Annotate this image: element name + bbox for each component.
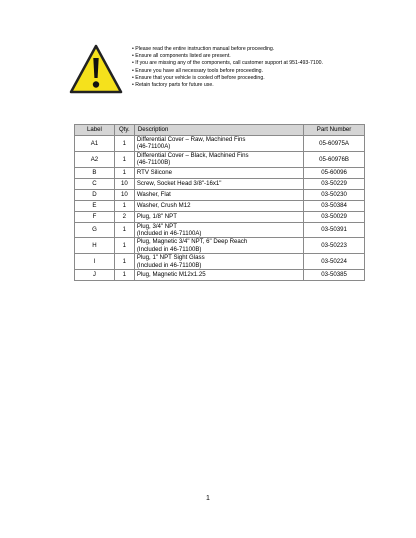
table-row — [75, 189, 365, 200]
table-row — [75, 178, 365, 189]
cell-description — [134, 222, 303, 238]
description-line: Differential Cover – Raw, Machined Fins — [136, 136, 246, 143]
description-line: Screw, Socket Head 3/8"-16x1" — [136, 179, 222, 187]
cell-label: J — [75, 270, 115, 281]
cell-part-number: 03-50391 — [304, 222, 365, 238]
page-number: 1 — [206, 495, 210, 502]
cell-qty: 1 — [114, 222, 134, 238]
table-row — [75, 151, 365, 167]
cell-description — [134, 167, 303, 178]
cell-qty: 1 — [114, 270, 134, 281]
header-qty: Qty. — [114, 125, 134, 136]
table-row — [75, 200, 365, 211]
description-line: RTV Silicone — [136, 168, 172, 176]
cell-qty: 10 — [114, 189, 134, 200]
note-item: • Ensure that your vehicle is cooled off before proceeding. — [132, 74, 265, 81]
cell-label: A2 — [75, 151, 115, 167]
note-item: • Ensure all components listed are present. — [132, 53, 231, 60]
cell-description — [134, 200, 303, 211]
cell-qty: 1 — [114, 254, 134, 270]
instruction-notes — [132, 46, 402, 89]
cell-qty: 1 — [114, 238, 134, 254]
table-row — [75, 136, 365, 152]
cell-label: A1 — [75, 136, 115, 152]
cell-description — [134, 151, 303, 167]
header-label: Label — [75, 125, 115, 136]
cell-description — [134, 211, 303, 222]
parts-table-body — [75, 136, 365, 281]
description-subline: (Included in 46-71100B) — [136, 261, 202, 269]
cell-part-number: 03-50029 — [304, 211, 365, 222]
table-row — [75, 270, 365, 281]
cell-description — [134, 238, 303, 254]
cell-label: H — [75, 238, 115, 254]
note-item: • Retain factory parts for future use. — [132, 82, 214, 89]
cell-label: B — [75, 167, 115, 178]
cell-part-number: 03-50230 — [304, 189, 365, 200]
cell-part-number: 03-50229 — [304, 178, 365, 189]
cell-qty: 1 — [114, 136, 134, 152]
table-header-row — [75, 125, 365, 136]
cell-part-number: 03-50385 — [304, 270, 365, 281]
cell-description — [134, 178, 303, 189]
note-item: • If you are missing any of the components, call customer support at 951-493-7100. — [132, 60, 323, 67]
table-row — [75, 238, 365, 254]
cell-description — [134, 136, 303, 152]
cell-description — [134, 254, 303, 270]
description-line: Washer, Flat — [136, 190, 171, 198]
cell-part-number: 05-60976B — [304, 151, 365, 167]
table-row — [75, 167, 365, 178]
warning-triangle-icon — [68, 43, 124, 95]
description-subline: (46-71100A) — [136, 143, 171, 151]
description-subline: (46-71100B) — [136, 159, 171, 167]
cell-label: I — [75, 254, 115, 270]
cell-qty: 2 — [114, 211, 134, 222]
cell-qty: 1 — [114, 167, 134, 178]
table-row — [75, 222, 365, 238]
table-row — [75, 211, 365, 222]
note-item: • Ensure you have all necessary tools before proceeding. — [132, 67, 264, 74]
cell-qty: 1 — [114, 200, 134, 211]
description-line: Differential Cover – Black, Machined Fins — [136, 151, 249, 159]
cell-qty: 1 — [114, 151, 134, 167]
description-line: Plug, Magnetic M12x1.25 — [136, 271, 206, 279]
description-line: Plug, 1" NPT Sight Glass — [136, 254, 205, 262]
cell-label: C — [75, 178, 115, 189]
description-line: Plug, Magnetic 3/4" NPT, 6" Deep Reach — [136, 238, 248, 246]
header-part-number: Part Number — [304, 125, 365, 136]
cell-part-number: 03-50384 — [304, 200, 365, 211]
cell-part-number: 03-50224 — [304, 254, 365, 270]
header-description: Description — [134, 125, 303, 136]
cell-label: D — [75, 189, 115, 200]
description-line: Plug, 3/4" NPT — [136, 222, 177, 230]
description-subline: (Included in 46-71100B) — [136, 245, 202, 253]
cell-label: E — [75, 200, 115, 211]
cell-part-number: 05-60975A — [304, 136, 365, 152]
description-subline: (Included in 46-71100A) — [136, 230, 202, 238]
description-line: Plug, 1/8" NPT — [136, 212, 177, 220]
cell-qty: 10 — [114, 178, 134, 189]
parts-table — [74, 124, 365, 281]
cell-label: F — [75, 211, 115, 222]
cell-part-number: 03-50223 — [304, 238, 365, 254]
table-row — [75, 254, 365, 270]
cell-part-number: 05-60096 — [304, 167, 365, 178]
cell-description — [134, 189, 303, 200]
note-item: • Please read the entire instruction manual before proceeding. — [132, 46, 275, 52]
description-line: Washer, Crush M12 — [136, 201, 191, 209]
cell-label: G — [75, 222, 115, 238]
cell-description — [134, 270, 303, 281]
